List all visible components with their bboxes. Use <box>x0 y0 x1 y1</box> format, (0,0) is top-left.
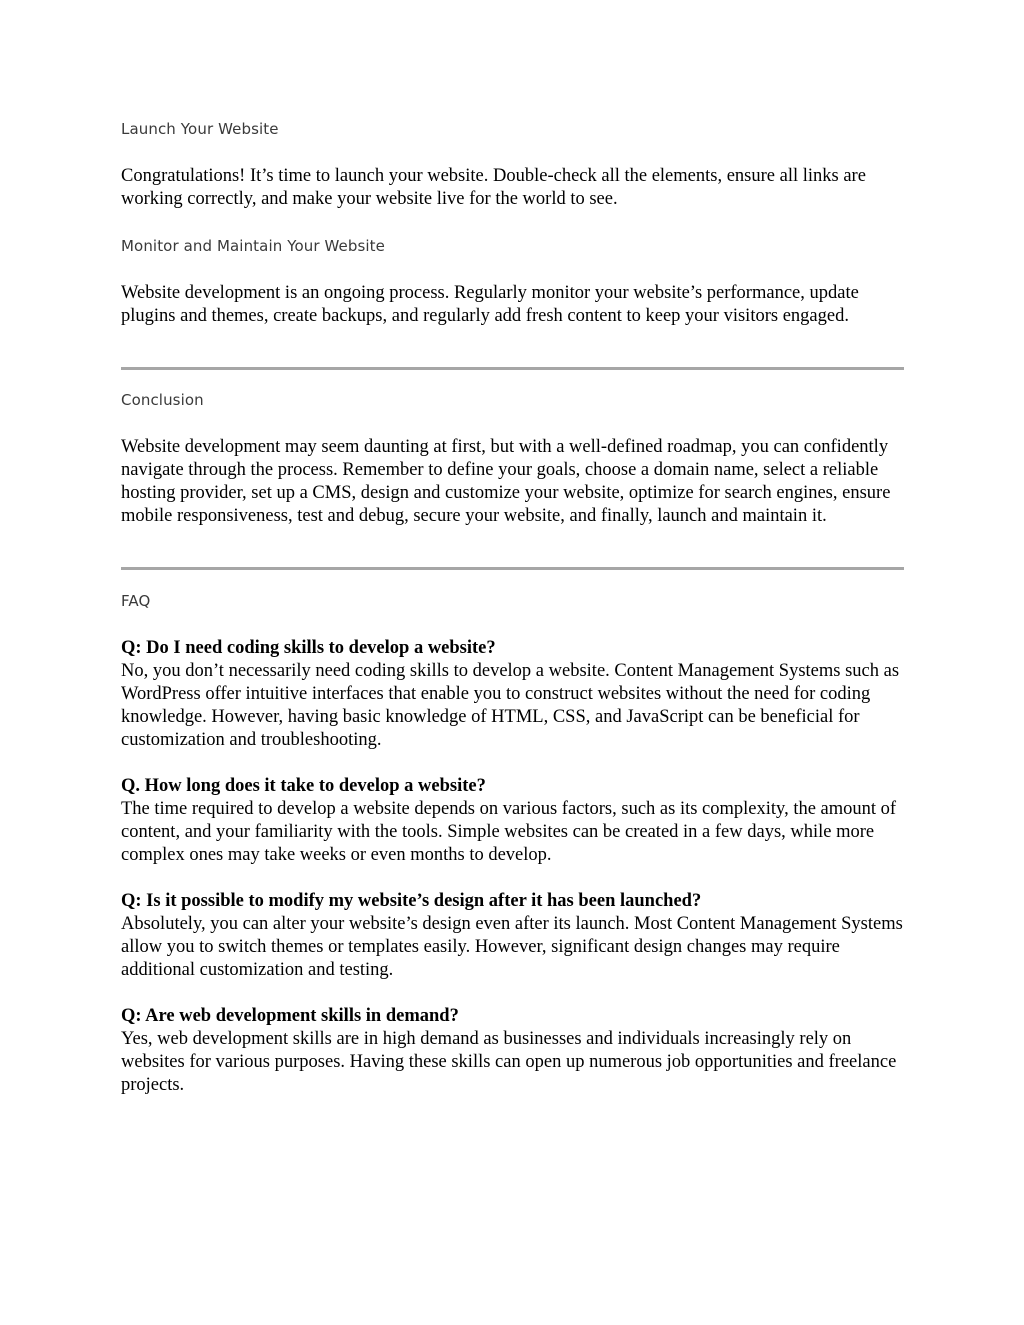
faq-item <box>121 890 906 982</box>
conclusion-heading: Conclusion <box>121 391 204 409</box>
section-divider <box>121 567 904 570</box>
faq-answer: No, you don’t necessarily need coding skills to develop a website. Content Management Systems such as WordPress offer intuitive interfaces that enable you to construct websites without the need for coding knowledge. However, having basic knowledge of HTML, CSS, and JavaScript can be beneficial for customization and troubleshooting. <box>121 661 900 750</box>
conclusion-paragraph: Website development may seem daunting at first, but with a well-defined roadmap, you can confidently navigate through the process. Remember to define your goals, choose a domain name, select a reliable hosting provider, set up a CMS, design and customize your website, optimize for search engines, ensure mobile responsiveness, test and debug, secure your website, and finally, launch and maintain it. <box>121 437 891 526</box>
monitor-heading: Monitor and Maintain Your Website <box>121 237 385 255</box>
faq-question: Q. How long does it take to develop a website? <box>121 776 486 796</box>
launch-paragraph: Congratulations! It’s time to launch your website. Double-check all the elements, ensure all links are working correctly, and make your website live for the world to see. <box>121 166 866 209</box>
faq-question: Q: Are web development skills in demand? <box>121 1006 459 1026</box>
faq-answer: Yes, web development skills are in high demand as businesses and individuals increasingly rely on websites for various purposes. Having these skills can open up numerous job opportunities and freelance projects. <box>121 1029 897 1095</box>
faq-list <box>121 637 906 1097</box>
faq-item <box>121 637 906 752</box>
faq-heading: FAQ <box>121 592 151 610</box>
faq-question: Q: Is it possible to modify my website’s design after it has been launched? <box>121 891 702 911</box>
faq-item <box>121 1005 906 1097</box>
faq-answer: The time required to develop a website depends on various factors, such as its complexity, the amount of content, and your familiarity with the tools. Simple websites can be created in a few days, while more complex ones may take weeks or even months to develop. <box>121 799 897 865</box>
section-divider <box>121 367 904 370</box>
monitor-paragraph: Website development is an ongoing process. Regularly monitor your website’s performance, update plugins and themes, create backups, and regularly add fresh content to keep your visitors engaged. <box>121 283 859 326</box>
faq-item <box>121 775 906 867</box>
launch-heading: Launch Your Website <box>121 120 279 138</box>
faq-question: Q: Do I need coding skills to develop a website? <box>121 638 496 658</box>
faq-answer: Absolutely, you can alter your website’s design even after its launch. Most Content Management Systems allow you to switch themes or templates easily. However, significant design changes may require additional customization and testing. <box>121 914 903 980</box>
document-page <box>121 120 906 1097</box>
